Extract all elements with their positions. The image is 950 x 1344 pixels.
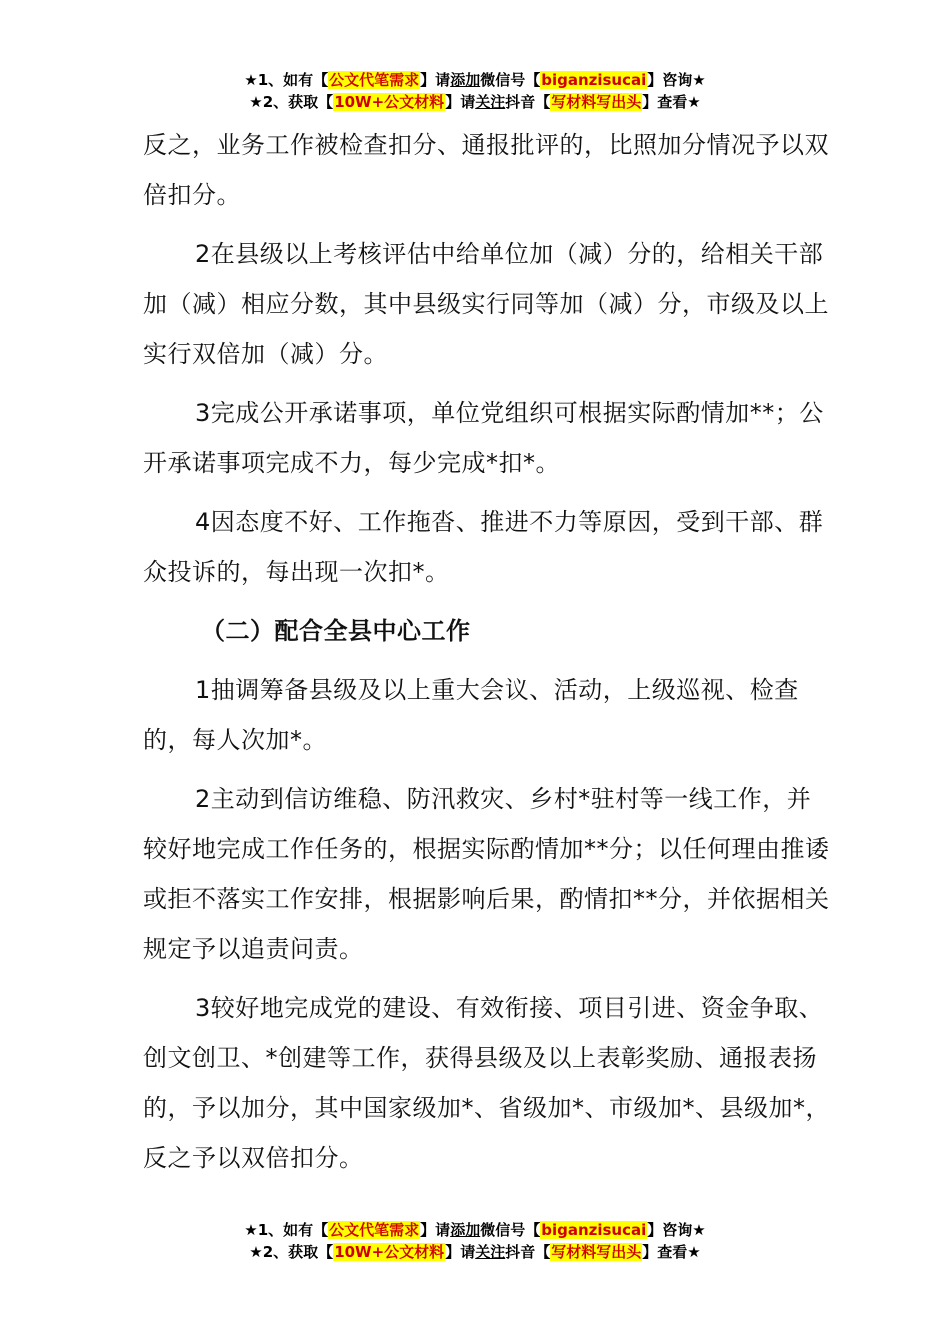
- banner-text: 抖音【: [505, 93, 551, 111]
- banner-text: 】请: [420, 71, 451, 89]
- banner-text: 】请: [445, 1243, 476, 1261]
- header-banner: [0, 69, 950, 113]
- banner-text: ★1、如有【: [244, 1221, 329, 1239]
- banner-line-2: [0, 1241, 950, 1263]
- banner-line-1: [0, 1219, 950, 1241]
- banner-text: ★2、获取【: [249, 93, 334, 111]
- highlight-text: 公文代笔需求: [329, 71, 420, 89]
- banner-text: 】咨询★: [647, 71, 706, 89]
- highlight-text: biganzisucai: [541, 1221, 647, 1239]
- highlight-text: 写材料写出头: [551, 93, 642, 111]
- banner-text: 】查看★: [642, 93, 701, 111]
- banner-line-1: [0, 69, 950, 91]
- banner-text: 】请: [445, 93, 476, 111]
- section-heading: （二）配合全县中心工作: [201, 617, 471, 645]
- banner-text: ★1、如有【: [244, 71, 329, 89]
- banner-text: 】咨询★: [647, 1221, 706, 1239]
- banner-line-2: [0, 91, 950, 113]
- underlined-text: 关注: [475, 93, 506, 111]
- paragraph: 3较好地完成党的建设、有效衔接、项目引进、资金争取、创文创卫、*创建等工作，获得县级及以上表彰奖励、通报表扬的，予以加分，其中国家级加*、省级加*、市级加*、县级加*，反之予以双倍扣分。: [143, 994, 830, 1172]
- banner-text: ★2、获取【: [249, 1243, 334, 1261]
- banner-text: 微信号【: [480, 1221, 541, 1239]
- underlined-text: 添加: [450, 1221, 481, 1239]
- banner-text: 】请: [420, 1221, 451, 1239]
- underlined-text: 关注: [475, 1243, 506, 1261]
- banner-text: 微信号【: [480, 71, 541, 89]
- footer-banner: [0, 1219, 950, 1263]
- highlight-text: biganzisucai: [541, 71, 647, 89]
- banner-text: 抖音【: [505, 1243, 551, 1261]
- paragraph: 4因态度不好、工作拖沓、推进不力等原因，受到干部、群众投诉的，每出现一次扣*。: [143, 508, 824, 586]
- document-body: [143, 120, 833, 1192]
- paragraph: 3完成公开承诺事项，单位党组织可根据实际酌情加**；公开承诺事项完成不力，每少完成*扣*。: [143, 399, 824, 477]
- paragraph: 2在县级以上考核评估中给单位加（减）分的，给相关干部加（减）相应分数，其中县级实行同等加（减）分，市级及以上实行双倍加（减）分。: [143, 240, 829, 368]
- paragraph: 2主动到信访维稳、防汛救灾、乡村*驻村等一线工作，并较好地完成工作任务的，根据实际酌情加**分；以任何理由推诿或拒不落实工作安排，根据影响后果，酌情扣**分，并依据相关规定予以追责问责。: [143, 785, 830, 963]
- paragraph: 反之，业务工作被检查扣分、通报批评的，比照加分情况予以双倍扣分。: [143, 131, 829, 209]
- banner-text: 】查看★: [642, 1243, 701, 1261]
- highlight-text: 10W+公文材料: [334, 93, 445, 111]
- underlined-text: 添加: [450, 71, 481, 89]
- highlight-text: 公文代笔需求: [329, 1221, 420, 1239]
- highlight-text: 写材料写出头: [551, 1243, 642, 1261]
- paragraph: 1抽调筹备县级及以上重大会议、活动，上级巡视、检查的，每人次加*。: [143, 676, 799, 754]
- highlight-text: 10W+公文材料: [334, 1243, 445, 1261]
